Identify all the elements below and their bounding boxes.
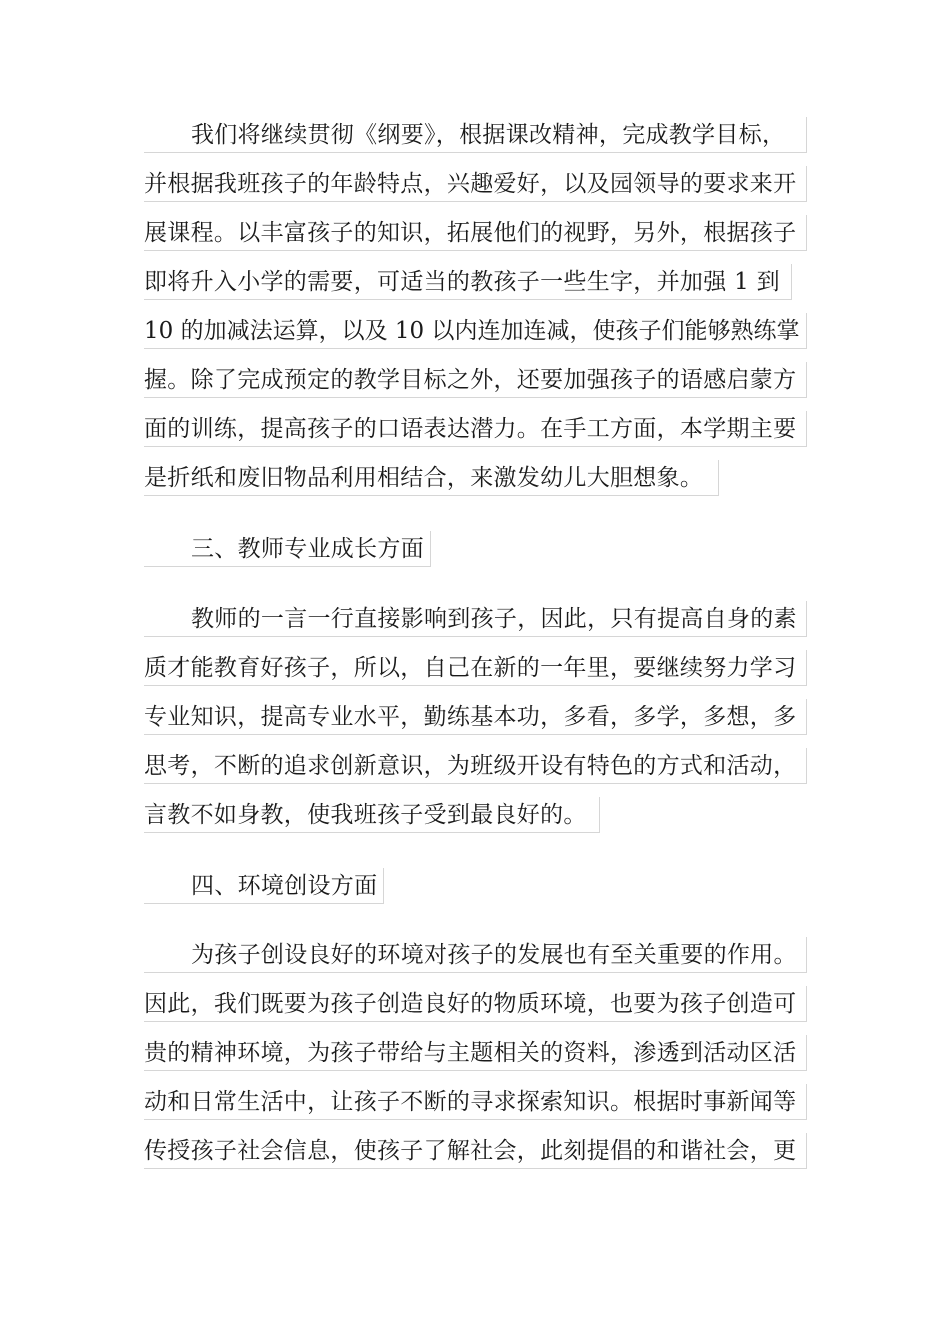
paragraph-line: 为孩子创设良好的环境对孩子的发展也有至关重要的作用。 [144, 937, 807, 973]
section-heading: 四、环境创设方面 [144, 868, 384, 904]
paragraph-line: 面的训练，提高孩子的口语表达潜力。在手工方面，本学期主要 [144, 411, 807, 447]
paragraph-line: 我们将继续贯彻《纲要》，根据课改精神，完成教学目标， [144, 117, 807, 153]
paragraph-line: 因此，我们既要为孩子创造良好的物质环境，也要为孩子创造可 [144, 986, 807, 1022]
paragraph-line: 10 的加减法运算，以及 10 以内连加连减，使孩子们能够熟练掌 [144, 313, 807, 349]
paragraph-line: 握。除了完成预定的教学目标之外，还要加强孩子的语感启蒙方 [144, 362, 807, 398]
paragraph-line: 教师的一言一行直接影响到孩子，因此，只有提高自身的素 [144, 601, 807, 637]
paragraph-line: 即将升入小学的需要，可适当的教孩子一些生字，并加强 1 到 [144, 264, 792, 300]
paragraph-line: 思考，不断的追求创新意识，为班级开设有特色的方式和活动， [144, 748, 807, 784]
paragraph-line: 言教不如身教，使我班孩子受到最良好的。 [144, 797, 600, 833]
paragraph-line: 贵的精神环境，为孩子带给与主题相关的资料，渗透到活动区活 [144, 1035, 807, 1071]
section-heading: 三、教师专业成长方面 [144, 531, 431, 567]
paragraph-line: 是折纸和废旧物品利用相结合，来激发幼儿大胆想象。 [144, 460, 719, 496]
paragraph-line: 动和日常生活中，让孩子不断的寻求探索知识。根据时事新闻等 [144, 1084, 807, 1120]
paragraph-line: 专业知识，提高专业水平，勤练基本功，多看，多学，多想，多 [144, 699, 807, 735]
paragraph-line: 质才能教育好孩子，所以，自己在新的一年里，要继续努力学习 [144, 650, 807, 686]
paragraph-line: 展课程。以丰富孩子的知识，拓展他们的视野，另外，根据孩子 [144, 215, 807, 251]
paragraph-line: 并根据我班孩子的年龄特点，兴趣爱好，以及园领导的要求来开 [144, 166, 807, 202]
paragraph-line: 传授孩子社会信息，使孩子了解社会，此刻提倡的和谐社会，更 [144, 1133, 807, 1169]
